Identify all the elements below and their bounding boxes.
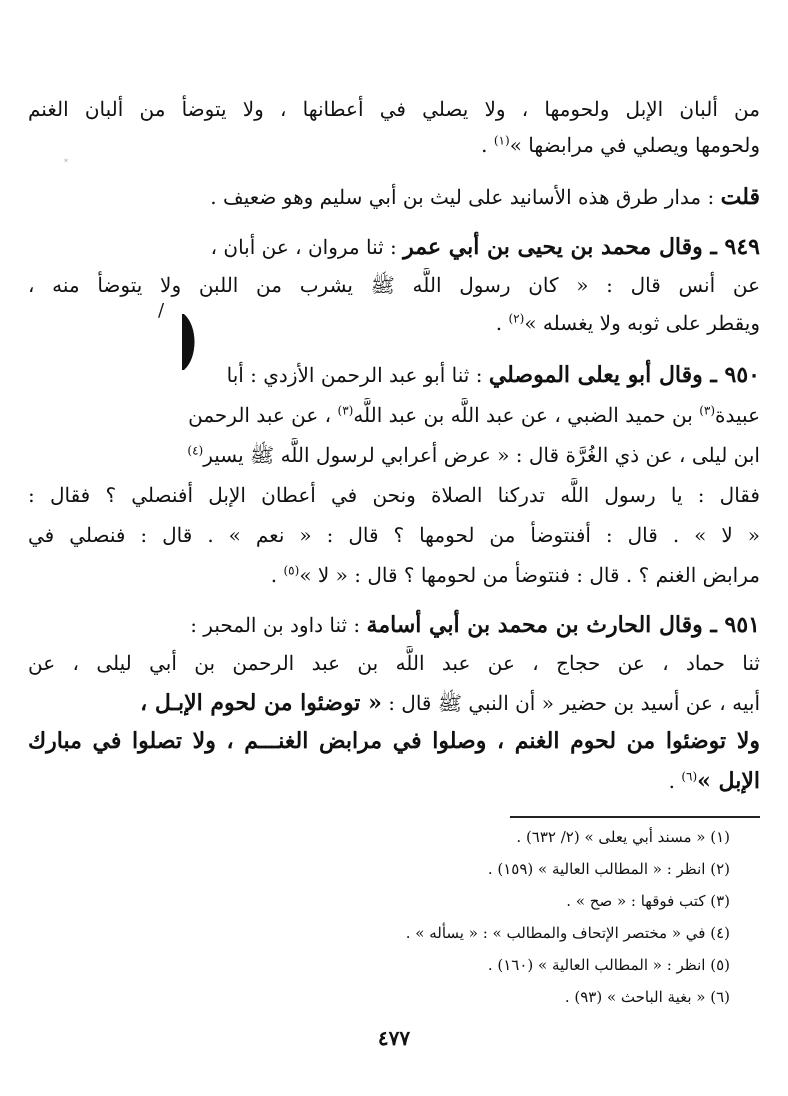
footnote-separator: [510, 816, 760, 818]
text-line-17: الإبل »$^{(٦)}$ .: [668, 768, 760, 794]
hadith-949-heading: ٩٤٩ ـ وقال محمد بن يحيى بن أبي عمر : ثنا مروان ، عن أبان ،: [210, 234, 760, 260]
footnote-ref-3b: (٣): [337, 403, 354, 418]
footnote-4: (٤) في « مختصر الإتحاف والمطالب » : « يسأله » .: [405, 924, 730, 942]
text-line-5: عن أنس قال : « كان رسول اللَّه ﷺ يشرب من اللبن ولا يتوضأ منه ،: [28, 273, 760, 297]
footnote-6: (٦) « بغية الباحث » (٩٣) .: [564, 988, 730, 1006]
text-line-12: مرابض الغنم ؟ . قال : فنتوضأ من لحومها ؟ قال : « لا »$^{(٥)}$ .: [270, 563, 760, 587]
text-line-6: ويقطر على ثوبه ولا يغسله »$^{(٢)}$ .: [495, 311, 760, 335]
text-line-2: ولحومها ويصلي في مرابضها »$^{(١)}$ .: [481, 133, 760, 157]
text-line-10: فقال : يا رسول اللَّه تدركنا الصلاة ونحن في أعطان الإبل أفنصلي ؟ فقال :: [28, 483, 760, 507]
text-line-8: عبيدة$^{(٣)}$ بن حميد الضبي ، عن عبد اللَّه بن عبد اللَّه$^{(٣)}$ ، عن عبد الرحمن: [188, 403, 760, 427]
footnote-3: (٣) كتب فوقها : « صح » .: [566, 892, 730, 910]
text-line-15: أبيه ، عن أسيد بن حضير « أن النبي ﷺ قال : « توضئوا من لحوم الإبـل ،: [140, 690, 760, 716]
footnote-ref-5: (٥): [283, 563, 300, 578]
binding-marker: [176, 312, 202, 372]
text-line-9: ابن ليلى ، عن ذي الغُرَّة قال : « عرض أعرابي لرسول اللَّه ﷺ يسير$^{(٤)}$: [187, 443, 760, 467]
text-line-3: قلت : مدار طرق هذه الأسانيد على ليث بن أبي سليم وهو ضعيف .: [210, 184, 760, 210]
text-line-11: « لا » . قال : أفنتوضأ من لحومها ؟ قال : « نعم » . قال : فنصلي في: [28, 523, 760, 547]
hadith-951-heading: ٩٥١ ـ وقال الحارث بن محمد بن أبي أسامة : ثنا داود بن المحبر :: [190, 612, 760, 638]
footnote-2: (٢) انظر : « المطالب العالية » (١٥٩) .: [487, 860, 730, 878]
page-number: ٤٧٧: [377, 1026, 411, 1050]
text-line-1: من ألبان الإبل ولحومها ، ولا يصلي في أعطانها ، ولا يتوضأ من ألبان الغنم: [28, 97, 760, 121]
hadith-950-heading: ٩٥٠ ـ وقال أبو يعلى الموصلي : ثنا أبو عبد الرحمن الأزدي : أبا: [226, 362, 760, 388]
slash-mark: /: [158, 300, 165, 321]
footnote-ref-4: (٤): [187, 443, 204, 458]
text-line-14: ثنا حماد ، عن حجاج ، عن عبد اللَّه بن عبد الرحمن بن أبي ليلى ، عن: [28, 651, 760, 675]
qult-label: قلت: [720, 184, 760, 210]
footnote-ref-6: (٦): [681, 769, 698, 784]
footnote-ref-3a: (٣): [699, 403, 716, 418]
footnote-ref-2: (٢): [508, 311, 525, 326]
footnote-1: (١) « مسند أبي يعلى » (٢/ ٦٣٢) .: [516, 828, 730, 846]
speck-mark: *: [64, 158, 68, 167]
footnote-ref-1: (١): [493, 133, 510, 148]
text-line-16: ولا توضئوا من لحوم الغنم ، وصلوا في مرابض الغنـــم ، ولا تصلوا في مبارك: [28, 728, 760, 754]
footnote-5: (٥) انظر : « المطالب العالية » (١٦٠) .: [487, 956, 730, 974]
